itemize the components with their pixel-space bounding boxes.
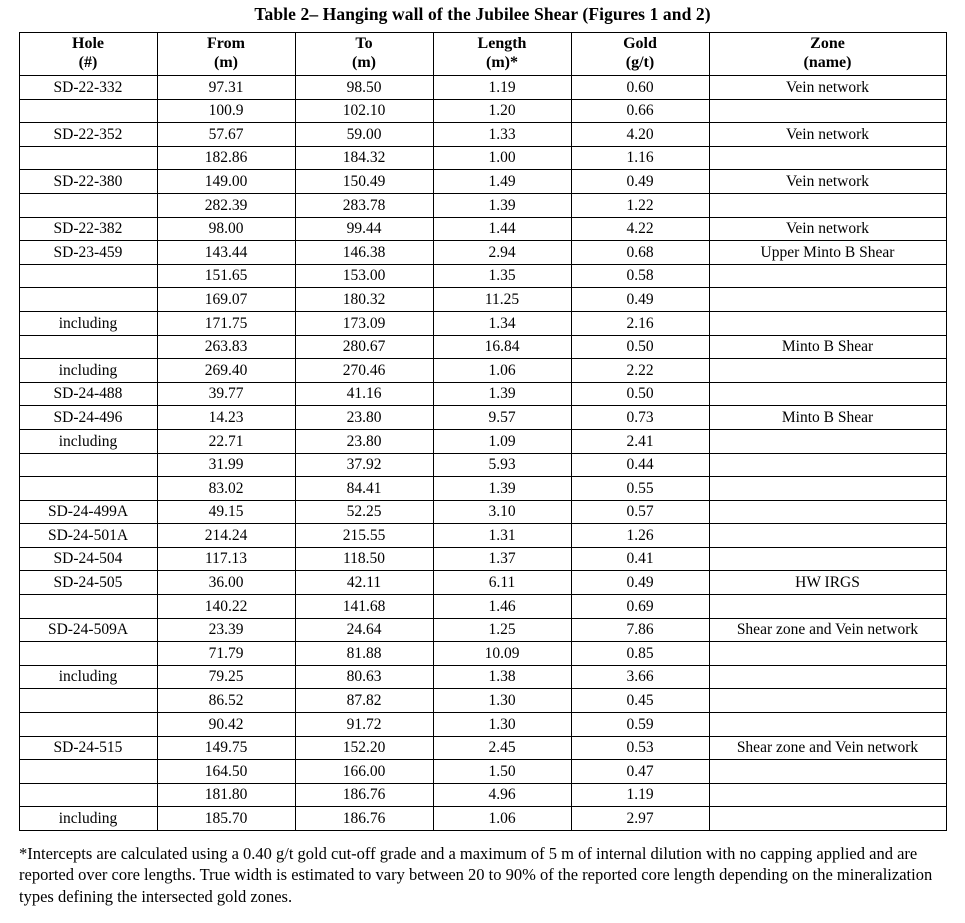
cell-hole: SD-24-505: [19, 571, 157, 595]
cell-length: 1.35: [433, 264, 571, 288]
cell-to: 41.16: [295, 382, 433, 406]
cell-from: 143.44: [157, 241, 295, 265]
table-header-row: [19, 33, 946, 76]
cell-from: 98.00: [157, 217, 295, 241]
table-row: [19, 123, 946, 147]
cell-zone: [709, 524, 946, 548]
cell-length: 1.00: [433, 146, 571, 170]
cell-to: 42.11: [295, 571, 433, 595]
column-header-gold-line1: Gold: [623, 35, 657, 53]
cell-to: 186.76: [295, 807, 433, 831]
cell-from: 151.65: [157, 264, 295, 288]
cell-length: 1.49: [433, 170, 571, 194]
cell-zone-text: HW IRGS: [795, 574, 860, 592]
table-row: [19, 170, 946, 194]
column-header-hole-line1: Hole: [72, 35, 104, 53]
table-row: [19, 477, 946, 501]
table-row: [19, 713, 946, 737]
cell-gold: 0.85: [571, 642, 709, 666]
cell-zone: [709, 760, 946, 784]
cell-gold: 7.86: [571, 618, 709, 642]
cell-from: 164.50: [157, 760, 295, 784]
cell-to: 91.72: [295, 713, 433, 737]
cell-hole: SD-22-332: [19, 76, 157, 100]
cell-zone: [709, 689, 946, 713]
cell-hole: [19, 760, 157, 784]
cell-from: 214.24: [157, 524, 295, 548]
table-row: [19, 500, 946, 524]
cell-to: 146.38: [295, 241, 433, 265]
page-title: Table 2– Hanging wall of the Jubilee Shear (Figures 1 and 2): [254, 4, 711, 24]
cell-gold: 0.49: [571, 170, 709, 194]
cell-length: 1.06: [433, 807, 571, 831]
cell-gold: 0.49: [571, 571, 709, 595]
cell-to: 81.88: [295, 642, 433, 666]
table-row: [19, 146, 946, 170]
table-row: [19, 241, 946, 265]
cell-hole: including: [19, 359, 157, 383]
cell-length: 1.38: [433, 665, 571, 689]
cell-hole: SD-22-352: [19, 123, 157, 147]
table-row: [19, 359, 946, 383]
table-row: [19, 642, 946, 666]
cell-hole: SD-24-488: [19, 382, 157, 406]
cell-to: 166.00: [295, 760, 433, 784]
cell-gold: 2.16: [571, 311, 709, 335]
cell-gold: 3.66: [571, 665, 709, 689]
cell-to: 23.80: [295, 406, 433, 430]
cell-length: 4.96: [433, 783, 571, 807]
cell-zone-text: Shear zone and Vein network: [736, 739, 919, 757]
drill-results-table: [19, 32, 947, 831]
cell-length: 10.09: [433, 642, 571, 666]
cell-zone: [709, 217, 946, 241]
cell-length: 1.30: [433, 689, 571, 713]
cell-to: 283.78: [295, 193, 433, 217]
column-header-to: [295, 33, 433, 76]
cell-from: 22.71: [157, 429, 295, 453]
cell-from: 171.75: [157, 311, 295, 335]
cell-from: 86.52: [157, 689, 295, 713]
cell-to: 141.68: [295, 595, 433, 619]
cell-length: 3.10: [433, 500, 571, 524]
cell-length: 1.46: [433, 595, 571, 619]
table-row: [19, 99, 946, 123]
table-row: [19, 524, 946, 548]
column-header-from-line1: From: [207, 35, 245, 53]
cell-zone: [709, 406, 946, 430]
cell-hole: [19, 689, 157, 713]
cell-zone: [709, 713, 946, 737]
column-header-hole: [19, 33, 157, 76]
cell-zone: [709, 76, 946, 100]
cell-zone: [709, 783, 946, 807]
cell-zone: [709, 311, 946, 335]
cell-from: 90.42: [157, 713, 295, 737]
table-row: [19, 406, 946, 430]
cell-from: 100.9: [157, 99, 295, 123]
cell-from: 269.40: [157, 359, 295, 383]
cell-from: 36.00: [157, 571, 295, 595]
cell-gold: 0.41: [571, 547, 709, 571]
cell-zone: [709, 429, 946, 453]
cell-zone: [709, 359, 946, 383]
cell-zone: [709, 547, 946, 571]
cell-zone: [709, 665, 946, 689]
cell-length: 1.19: [433, 76, 571, 100]
column-header-zone-line1: Zone: [810, 35, 845, 53]
cell-hole: [19, 146, 157, 170]
cell-from: 149.75: [157, 736, 295, 760]
cell-hole: including: [19, 665, 157, 689]
cell-to: 98.50: [295, 76, 433, 100]
column-header-zone: [709, 33, 946, 76]
cell-from: 169.07: [157, 288, 295, 312]
cell-zone: [709, 99, 946, 123]
cell-zone: [709, 595, 946, 619]
cell-to: 153.00: [295, 264, 433, 288]
cell-from: 23.39: [157, 618, 295, 642]
cell-hole: SD-24-501A: [19, 524, 157, 548]
cell-length: 1.09: [433, 429, 571, 453]
cell-gold: 0.59: [571, 713, 709, 737]
cell-length: 1.39: [433, 382, 571, 406]
cell-from: 71.79: [157, 642, 295, 666]
cell-to: 280.67: [295, 335, 433, 359]
cell-hole: including: [19, 429, 157, 453]
table-row: [19, 807, 946, 831]
cell-to: 150.49: [295, 170, 433, 194]
cell-length: 1.20: [433, 99, 571, 123]
cell-gold: 0.69: [571, 595, 709, 619]
cell-length: 1.50: [433, 760, 571, 784]
cell-zone: [709, 477, 946, 501]
table-row: [19, 571, 946, 595]
cell-zone-text: Minto B Shear: [781, 338, 874, 356]
table-row: [19, 689, 946, 713]
cell-zone: [709, 146, 946, 170]
column-header-length-line1: Length: [477, 35, 527, 53]
cell-zone: [709, 335, 946, 359]
cell-zone: [709, 170, 946, 194]
cell-gold: 2.97: [571, 807, 709, 831]
table-row: [19, 288, 946, 312]
cell-length: 2.45: [433, 736, 571, 760]
cell-hole: [19, 335, 157, 359]
cell-from: 282.39: [157, 193, 295, 217]
cell-from: 31.99: [157, 453, 295, 477]
cell-to: 118.50: [295, 547, 433, 571]
cell-from: 57.67: [157, 123, 295, 147]
table-row: [19, 429, 946, 453]
cell-gold: 0.44: [571, 453, 709, 477]
cell-gold: 0.68: [571, 241, 709, 265]
cell-gold: 0.47: [571, 760, 709, 784]
cell-length: 1.25: [433, 618, 571, 642]
cell-zone-text: Vein network: [785, 220, 870, 238]
cell-to: 23.80: [295, 429, 433, 453]
cell-gold: 0.49: [571, 288, 709, 312]
column-header-gold: [571, 33, 709, 76]
cell-hole: including: [19, 807, 157, 831]
cell-to: 102.10: [295, 99, 433, 123]
cell-zone-text: Upper Minto B Shear: [760, 243, 895, 261]
cell-to: 215.55: [295, 524, 433, 548]
cell-zone: [709, 264, 946, 288]
cell-hole: [19, 783, 157, 807]
cell-hole: SD-24-504: [19, 547, 157, 571]
table-row: [19, 547, 946, 571]
cell-hole: SD-24-499A: [19, 500, 157, 524]
cell-gold: 0.60: [571, 76, 709, 100]
table-row: [19, 382, 946, 406]
cell-gold: 0.50: [571, 382, 709, 406]
cell-length: 1.31: [433, 524, 571, 548]
cell-hole: [19, 193, 157, 217]
cell-zone-text: Shear zone and Vein network: [736, 621, 919, 639]
cell-hole: [19, 264, 157, 288]
cell-length: 1.06: [433, 359, 571, 383]
table-header: [19, 33, 946, 76]
cell-from: 140.22: [157, 595, 295, 619]
cell-from: 149.00: [157, 170, 295, 194]
table-row: [19, 311, 946, 335]
table-row: [19, 193, 946, 217]
cell-to: 84.41: [295, 477, 433, 501]
cell-hole: SD-23-459: [19, 241, 157, 265]
table-row: [19, 264, 946, 288]
table-row: [19, 783, 946, 807]
table-row: [19, 665, 946, 689]
cell-to: 180.32: [295, 288, 433, 312]
column-header-to-line2: (m): [352, 54, 376, 71]
cell-from: 39.77: [157, 382, 295, 406]
cell-to: 173.09: [295, 311, 433, 335]
cell-hole: [19, 477, 157, 501]
cell-zone: [709, 618, 946, 642]
column-header-gold-line2: (g/t): [625, 54, 655, 71]
cell-length: 1.39: [433, 193, 571, 217]
cell-from: 79.25: [157, 665, 295, 689]
cell-length: 11.25: [433, 288, 571, 312]
cell-from: 49.15: [157, 500, 295, 524]
table-row: [19, 760, 946, 784]
cell-gold: 0.58: [571, 264, 709, 288]
cell-gold: 1.22: [571, 193, 709, 217]
cell-hole: [19, 642, 157, 666]
cell-to: 80.63: [295, 665, 433, 689]
table-body: [19, 76, 946, 831]
column-header-length: [433, 33, 571, 76]
cell-from: 263.83: [157, 335, 295, 359]
cell-hole: including: [19, 311, 157, 335]
cell-gold: 0.57: [571, 500, 709, 524]
cell-hole: SD-22-382: [19, 217, 157, 241]
cell-length: 1.44: [433, 217, 571, 241]
cell-hole: [19, 453, 157, 477]
cell-gold: 0.50: [571, 335, 709, 359]
cell-zone-text: Vein network: [785, 125, 870, 143]
cell-from: 185.70: [157, 807, 295, 831]
cell-length: 1.30: [433, 713, 571, 737]
cell-length: 16.84: [433, 335, 571, 359]
table-row: [19, 736, 946, 760]
table-row: [19, 76, 946, 100]
cell-gold: 2.22: [571, 359, 709, 383]
cell-zone-text: Vein network: [785, 172, 870, 190]
column-header-to-line1: To: [355, 35, 373, 53]
cell-gold: 0.55: [571, 477, 709, 501]
cell-zone: [709, 241, 946, 265]
cell-to: 24.64: [295, 618, 433, 642]
cell-zone: [709, 642, 946, 666]
cell-to: 186.76: [295, 783, 433, 807]
table-row: [19, 217, 946, 241]
cell-gold: 4.20: [571, 123, 709, 147]
cell-zone: [709, 453, 946, 477]
cell-to: 152.20: [295, 736, 433, 760]
column-header-hole-line2: (#): [78, 54, 98, 71]
cell-gold: 1.19: [571, 783, 709, 807]
table-footnote: *Intercepts are calculated using a 0.40 g/t gold cut-off grade and a maximum of 5 m of internal dilution with no capping applied and are reported over core lengths. True width is estimated to vary between 20 to 90% of the reported core length depending on the mineralization types defining the intersected gold zones.: [19, 844, 933, 906]
cell-length: 1.34: [433, 311, 571, 335]
cell-hole: [19, 288, 157, 312]
cell-from: 14.23: [157, 406, 295, 430]
cell-gold: 0.66: [571, 99, 709, 123]
cell-hole: [19, 99, 157, 123]
column-header-from-line2: (m): [214, 54, 238, 71]
cell-to: 37.92: [295, 453, 433, 477]
table-row: [19, 335, 946, 359]
cell-zone: [709, 500, 946, 524]
column-header-from: [157, 33, 295, 76]
cell-gold: 0.73: [571, 406, 709, 430]
cell-from: 182.86: [157, 146, 295, 170]
cell-length: 5.93: [433, 453, 571, 477]
cell-hole: SD-24-509A: [19, 618, 157, 642]
cell-zone: [709, 288, 946, 312]
table-row: [19, 618, 946, 642]
cell-length: 1.33: [433, 123, 571, 147]
cell-to: 184.32: [295, 146, 433, 170]
cell-zone: [709, 807, 946, 831]
table-row: [19, 453, 946, 477]
cell-hole: SD-24-515: [19, 736, 157, 760]
cell-to: 87.82: [295, 689, 433, 713]
cell-length: 1.39: [433, 477, 571, 501]
cell-from: 117.13: [157, 547, 295, 571]
cell-length: 2.94: [433, 241, 571, 265]
cell-gold: 2.41: [571, 429, 709, 453]
cell-hole: [19, 713, 157, 737]
table-row: [19, 595, 946, 619]
cell-zone: [709, 193, 946, 217]
cell-to: 52.25: [295, 500, 433, 524]
cell-gold: 1.16: [571, 146, 709, 170]
cell-hole: [19, 595, 157, 619]
cell-length: 1.37: [433, 547, 571, 571]
cell-from: 97.31: [157, 76, 295, 100]
cell-gold: 4.22: [571, 217, 709, 241]
cell-to: 270.46: [295, 359, 433, 383]
cell-zone: [709, 571, 946, 595]
cell-to: 99.44: [295, 217, 433, 241]
cell-from: 181.80: [157, 783, 295, 807]
cell-zone: [709, 736, 946, 760]
cell-zone: [709, 382, 946, 406]
cell-hole: SD-22-380: [19, 170, 157, 194]
column-header-zone-line2: (name): [803, 54, 852, 71]
cell-from: 83.02: [157, 477, 295, 501]
column-header-length-line2: (m)*: [486, 54, 518, 71]
cell-zone: [709, 123, 946, 147]
cell-zone-text: Vein network: [785, 78, 870, 96]
cell-length: 6.11: [433, 571, 571, 595]
cell-gold: 0.45: [571, 689, 709, 713]
cell-to: 59.00: [295, 123, 433, 147]
cell-hole: SD-24-496: [19, 406, 157, 430]
cell-zone-text: Minto B Shear: [781, 408, 874, 426]
cell-gold: 0.53: [571, 736, 709, 760]
cell-length: 9.57: [433, 406, 571, 430]
cell-gold: 1.26: [571, 524, 709, 548]
